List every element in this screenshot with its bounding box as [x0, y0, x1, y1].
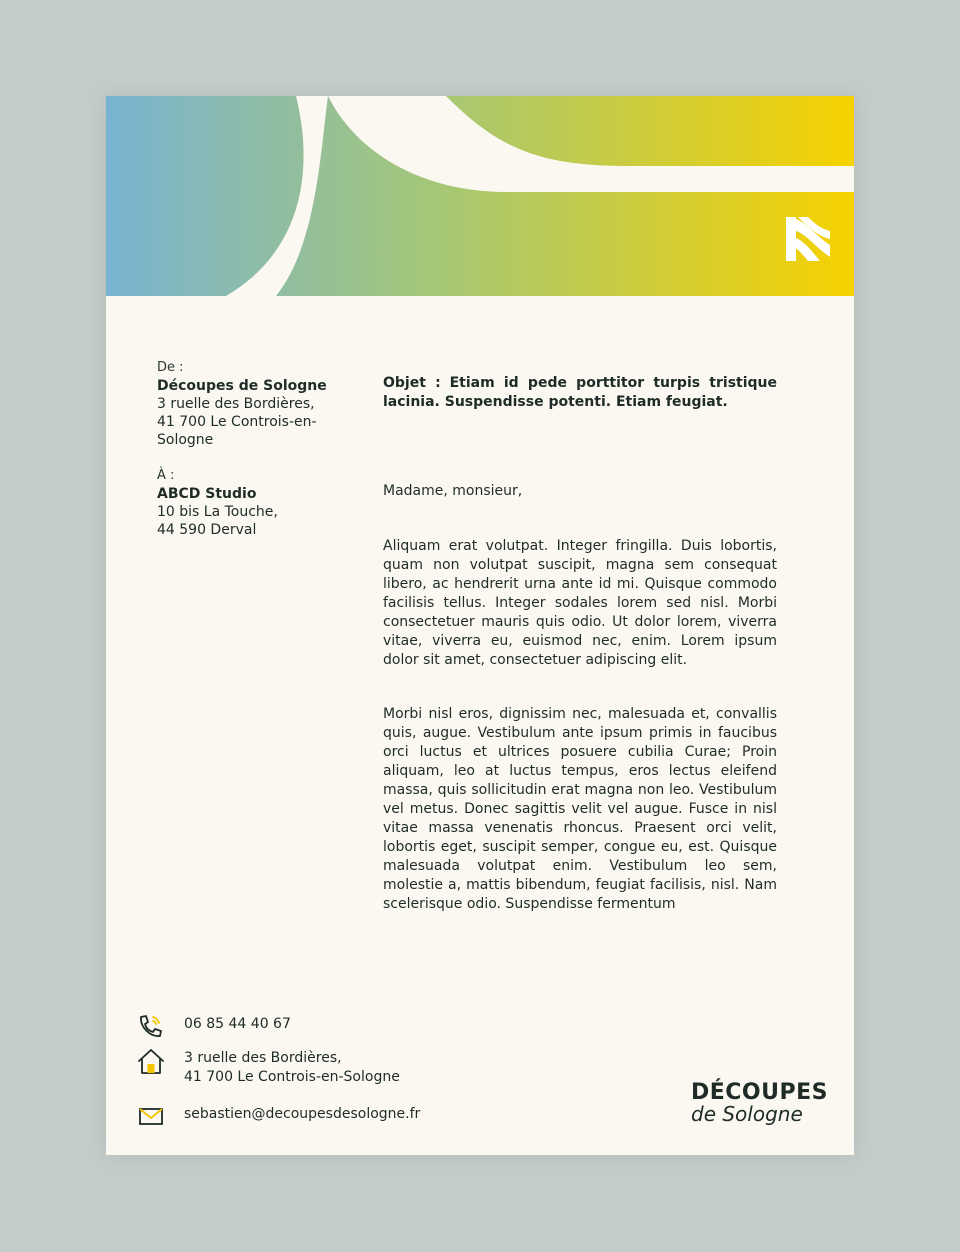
letter-paragraph-1: Aliquam erat volutpat. Integer fringilla. Duis lobortis, quam non volutpat suscipit, magna sem consequat libero, ac hendrerit urna ante id mi. Quisque commodo facilisis tellus. Integer sodales lorem sed nisl. Morbi consectetuer mauris quis odio. Ut dolor lorem, viverra vitae, viverra eu, euismod nec, enim. Lorem ipsum dolor sit amet, consectetuer adipiscing elit.: [383, 538, 777, 668]
footer-logo-line2: de Sologne: [691, 1102, 803, 1126]
to-address-line2: 44 590 Derval: [157, 522, 257, 538]
to-label: À :: [157, 468, 175, 483]
subject-label: Objet :: [383, 375, 441, 391]
from-address-line3: Sologne: [157, 432, 214, 448]
from-address-line1: 3 ruelle des Bordières,: [157, 396, 315, 412]
brand-logo-icon: [784, 215, 832, 263]
phone-icon: [136, 1013, 166, 1041]
letter-paragraph-2: Morbi nisl eros, dignissim nec, malesuada et, convallis quis, augue. Vestibulum ante ipsum primis in faucibus orci luctus et ultrices posuere cubilia Curae; Proin aliquam, leo at luctus tempus, eros lectus eleifend massa, quis sollicitudin erat magna non leo. Vestibulum vel metus. Donec sagittis velit vel augue. Fusce in nisl vitae massa venenatis rhoncus. Praesent orci velit, lobortis eget, suscipit semper, congue eu, est. Quisque malesuada volutpat enim. Vestibulum leo sem, molestie a, mattis bibendum, feugiat facilisis, nisl. Nam scelerisque odio. Suspendisse fermentum: [383, 706, 777, 912]
mail-icon: [136, 1103, 166, 1131]
header-gradient-banner: [106, 96, 854, 296]
header-gradient-shapes: [106, 96, 854, 296]
footer-logo-line1: DÉCOUPES: [691, 1080, 828, 1105]
contact-email[interactable]: sebastien@decoupesdesologne.fr: [184, 1106, 421, 1122]
to-name: ABCD Studio: [157, 486, 257, 502]
from-label: De :: [157, 360, 184, 375]
header-shape-right: [328, 96, 854, 166]
to-address-line1: 10 bis La Touche,: [157, 504, 278, 520]
home-icon: [136, 1047, 166, 1075]
subject-text: Etiam id pede porttitor turpis tristique lacinia. Suspendisse potenti. Etiam feugiat.: [383, 375, 778, 410]
contact-address: [184, 1049, 400, 1087]
letter-subject: [383, 374, 777, 412]
address-block: [157, 359, 347, 539]
from-address-line2: 41 700 Le Controis-en-: [157, 414, 317, 430]
letter-salutation: Madame, monsieur,: [383, 483, 523, 499]
letter-page: [106, 96, 854, 1155]
contact-address-line1: 3 ruelle des Bordières,: [184, 1050, 342, 1066]
footer-wordmark-logo: [691, 1080, 828, 1126]
contact-address-line2: 41 700 Le Controis-en-Sologne: [184, 1069, 400, 1085]
contact-phone: 06 85 44 40 67: [184, 1016, 291, 1032]
from-name: Découpes de Sologne: [157, 378, 327, 394]
header-shape-left: [106, 96, 304, 296]
